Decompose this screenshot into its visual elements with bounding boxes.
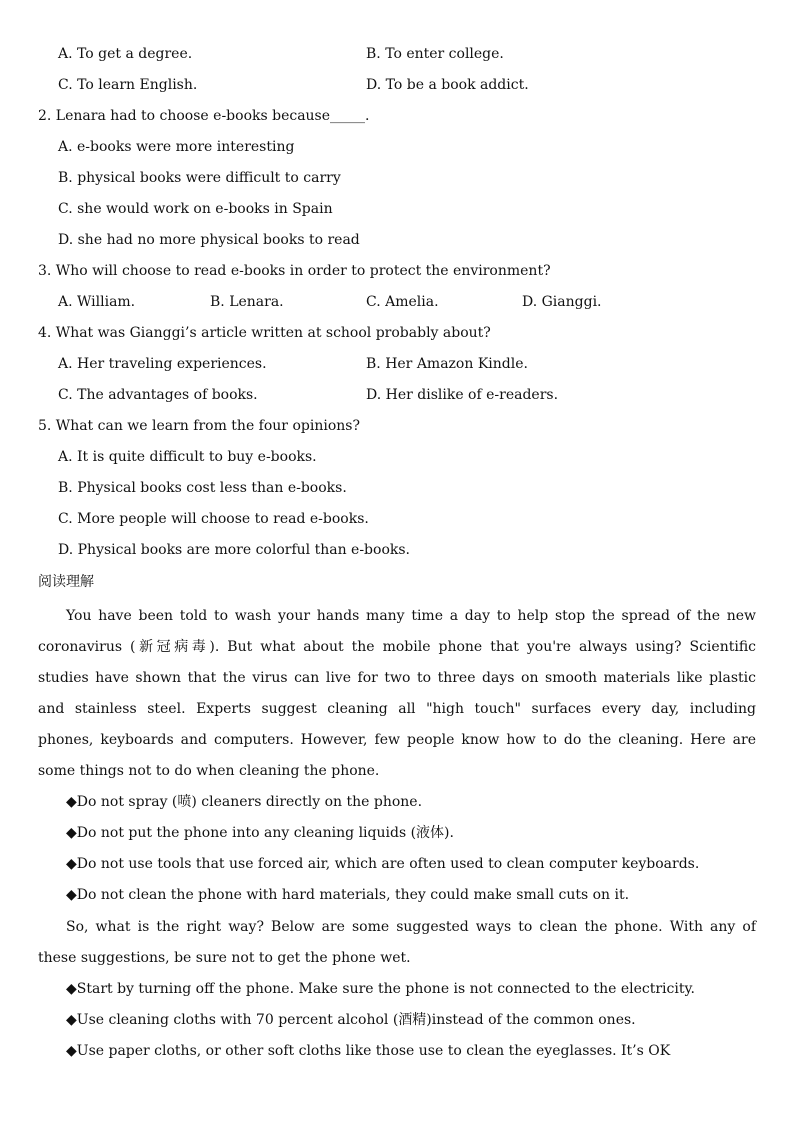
q1-option-d: D. To be a book addict. [366, 77, 529, 93]
bullet-item: ◆Do not clean the phone with hard materials, they could make small cuts on it. [66, 887, 630, 903]
q5-option-d: D. Physical books are more colorful than e-books. [58, 542, 410, 558]
q1-option-a: A. To get a degree. [58, 46, 193, 62]
passage-line: So, what is the right way? Below are some suggested ways to clean the phone. With any of [66, 919, 756, 935]
passage-line: and stainless steel. Experts suggest cleaning all "high touch" surfaces every day, including [38, 701, 756, 717]
q4-option-a: A. Her traveling experiences. [58, 356, 267, 372]
passage-line: these suggestions, be sure not to get the phone wet. [38, 950, 411, 966]
q2-option-a: A. e-books were more interesting [58, 139, 295, 155]
passage-line: studies have shown that the virus can live for two to three days on smooth materials like plastic [38, 670, 756, 686]
q2-stem: 2. Lenara had to choose e-books because_____. [38, 108, 370, 124]
passage-line: some things not to do when cleaning the phone. [38, 763, 380, 779]
passage-line: You have been told to wash your hands many time a day to help stop the spread of the new [66, 608, 756, 624]
q4-option-c: C. The advantages of books. [58, 387, 258, 403]
q2-option-b: B. physical books were difficult to carry [58, 170, 341, 186]
passage-line: coronavirus (新冠病毒). But what about the mobile phone that you're always using? Scientific [38, 639, 756, 655]
bullet-item: ◆Do not put the phone into any cleaning liquids (液体). [66, 825, 454, 841]
q3-option-a: A. William. [58, 294, 136, 310]
section-heading: 阅读理解 [38, 574, 94, 590]
bullet-item: ◆Do not spray (喷) cleaners directly on the phone. [66, 794, 423, 810]
q4-option-d: D. Her dislike of e-readers. [366, 387, 559, 403]
q5-option-b: B. Physical books cost less than e-books. [58, 480, 347, 496]
q3-option-c: C. Amelia. [366, 294, 439, 310]
q1-option-b: B. To enter college. [366, 46, 504, 62]
q5-option-c: C. More people will choose to read e-books. [58, 511, 369, 527]
q5-stem: 5. What can we learn from the four opinions? [38, 418, 360, 434]
bullet-item: ◆Use paper cloths, or other soft cloths like those use to clean the eyeglasses. It’s OK [66, 1043, 671, 1059]
q3-option-d: D. Gianggi. [522, 294, 602, 310]
q3-option-b: B. Lenara. [210, 294, 284, 310]
q1-option-c: C. To learn English. [58, 77, 198, 93]
q4-stem: 4. What was Gianggi’s article written at school probably about? [38, 325, 491, 341]
bullet-item: ◆Use cleaning cloths with 70 percent alcohol (酒精)instead of the common ones. [66, 1012, 636, 1028]
q4-option-b: B. Her Amazon Kindle. [366, 356, 528, 372]
q2-option-d: D. she had no more physical books to read [58, 232, 360, 248]
q2-option-c: C. she would work on e-books in Spain [58, 201, 333, 217]
passage-line: phones, keyboards and computers. However, few people know how to do the cleaning. Here are [38, 732, 756, 748]
q5-option-a: A. It is quite difficult to buy e-books. [58, 449, 317, 465]
bullet-item: ◆Start by turning off the phone. Make sure the phone is not connected to the electricity. [66, 981, 695, 997]
bullet-item: ◆Do not use tools that use forced air, which are often used to clean computer keyboards. [66, 856, 700, 872]
q3-stem: 3. Who will choose to read e-books in order to protect the environment? [38, 263, 551, 279]
